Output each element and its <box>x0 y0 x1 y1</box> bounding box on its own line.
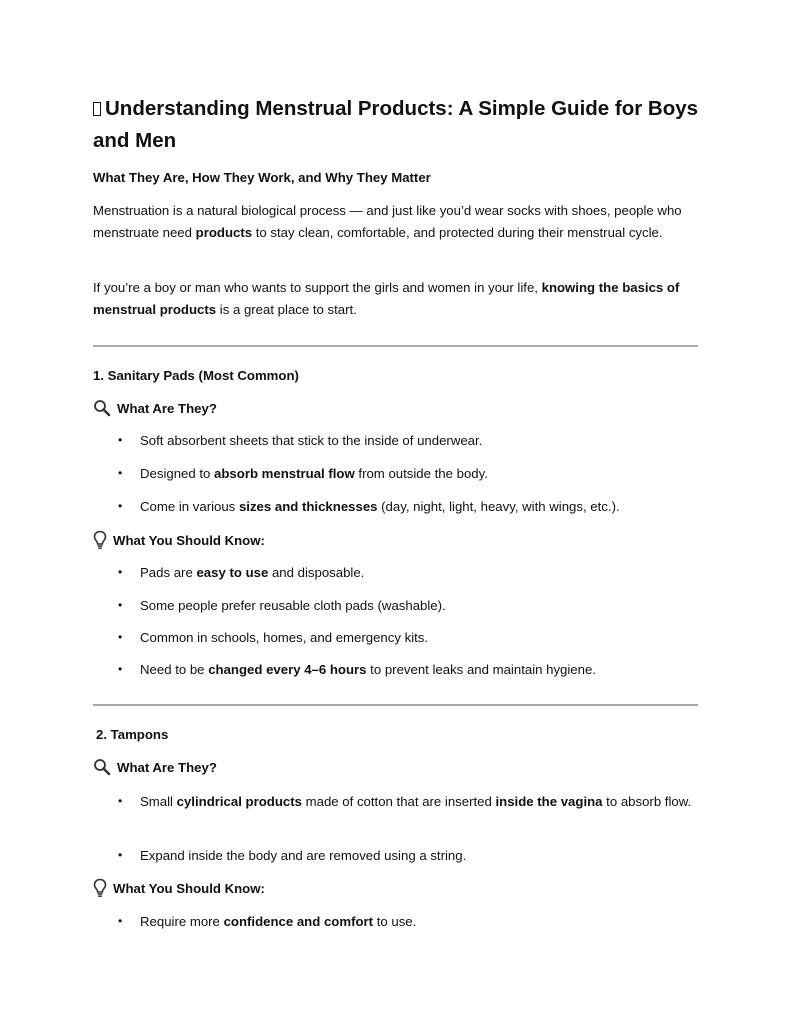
emphasis-text: products <box>195 224 253 240</box>
list-item: • Designed to absorb menstrual flow from outside the body. <box>118 466 488 481</box>
section-heading-pads: 1. Sanitary Pads (Most Common) <box>93 368 299 383</box>
list-item: • Some people prefer reusable cloth pads (washable). <box>118 598 446 613</box>
section-heading-tampons: 2. Tampons <box>96 727 169 742</box>
lightbulb-icon <box>93 530 107 550</box>
emphasis-text: sizes and thicknesses <box>238 499 378 514</box>
what-are-they-heading: What Are They? <box>93 758 217 776</box>
list-item: • Common in schools, homes, and emergency kits. <box>118 630 429 645</box>
section-divider <box>93 345 698 347</box>
list-item: • Expand inside the body and are removed using a string. <box>118 848 467 863</box>
page-subtitle: What They Are, How They Work, and Why They Matter <box>93 170 431 185</box>
missing-glyph-icon <box>93 102 101 116</box>
list-item: • Require more confidence and comfort to use. <box>118 914 417 929</box>
list-item: • Soft absorbent sheets that stick to the inside of underwear. <box>118 433 483 448</box>
intro-paragraph-2: If you’re a boy or man who wants to support the girls and women in your life, knowing the basics of menstrual products is a great place to start. <box>93 280 680 317</box>
magnifying-glass-icon <box>93 758 111 776</box>
list-item: • Small cylindrical products made of cotton that are inserted inside the vagina to absorb flow. <box>118 794 692 809</box>
list-item: • Need to be changed every 4–6 hours to prevent leaks and maintain hygiene. <box>118 662 596 677</box>
emphasis-text: confidence and comfort <box>223 914 374 929</box>
emphasis-text: changed every 4–6 hours <box>208 662 367 677</box>
page-title: Understanding Menstrual Products: A Simple Guide for Boys and Men <box>93 97 699 152</box>
emphasis-text: inside the vagina <box>495 794 603 809</box>
lightbulb-icon <box>93 878 107 898</box>
emphasis-text: easy to use <box>196 565 269 580</box>
magnifying-glass-icon <box>93 399 111 417</box>
emphasis-text: cylindrical products <box>176 794 302 809</box>
list-item: • Come in various sizes and thicknesses (day, night, light, heavy, with wings, etc.). <box>118 499 620 514</box>
emphasis-text: knowing the basics of menstrual products <box>93 280 680 317</box>
section-divider <box>93 704 698 706</box>
emphasis-text: absorb menstrual flow <box>214 466 355 481</box>
list-item: • Pads are easy to use and disposable. <box>118 565 365 580</box>
what-you-should-know-heading: What You Should Know: <box>93 878 265 898</box>
what-you-should-know-heading: What You Should Know: <box>93 530 265 550</box>
what-are-they-heading: What Are They? <box>93 399 217 417</box>
intro-paragraph-1: Menstruation is a natural biological process — and just like you’d wear socks with shoes, people who menstruate need products to stay clean, comfortable, and protected during their menstrual cycle. <box>93 203 682 240</box>
